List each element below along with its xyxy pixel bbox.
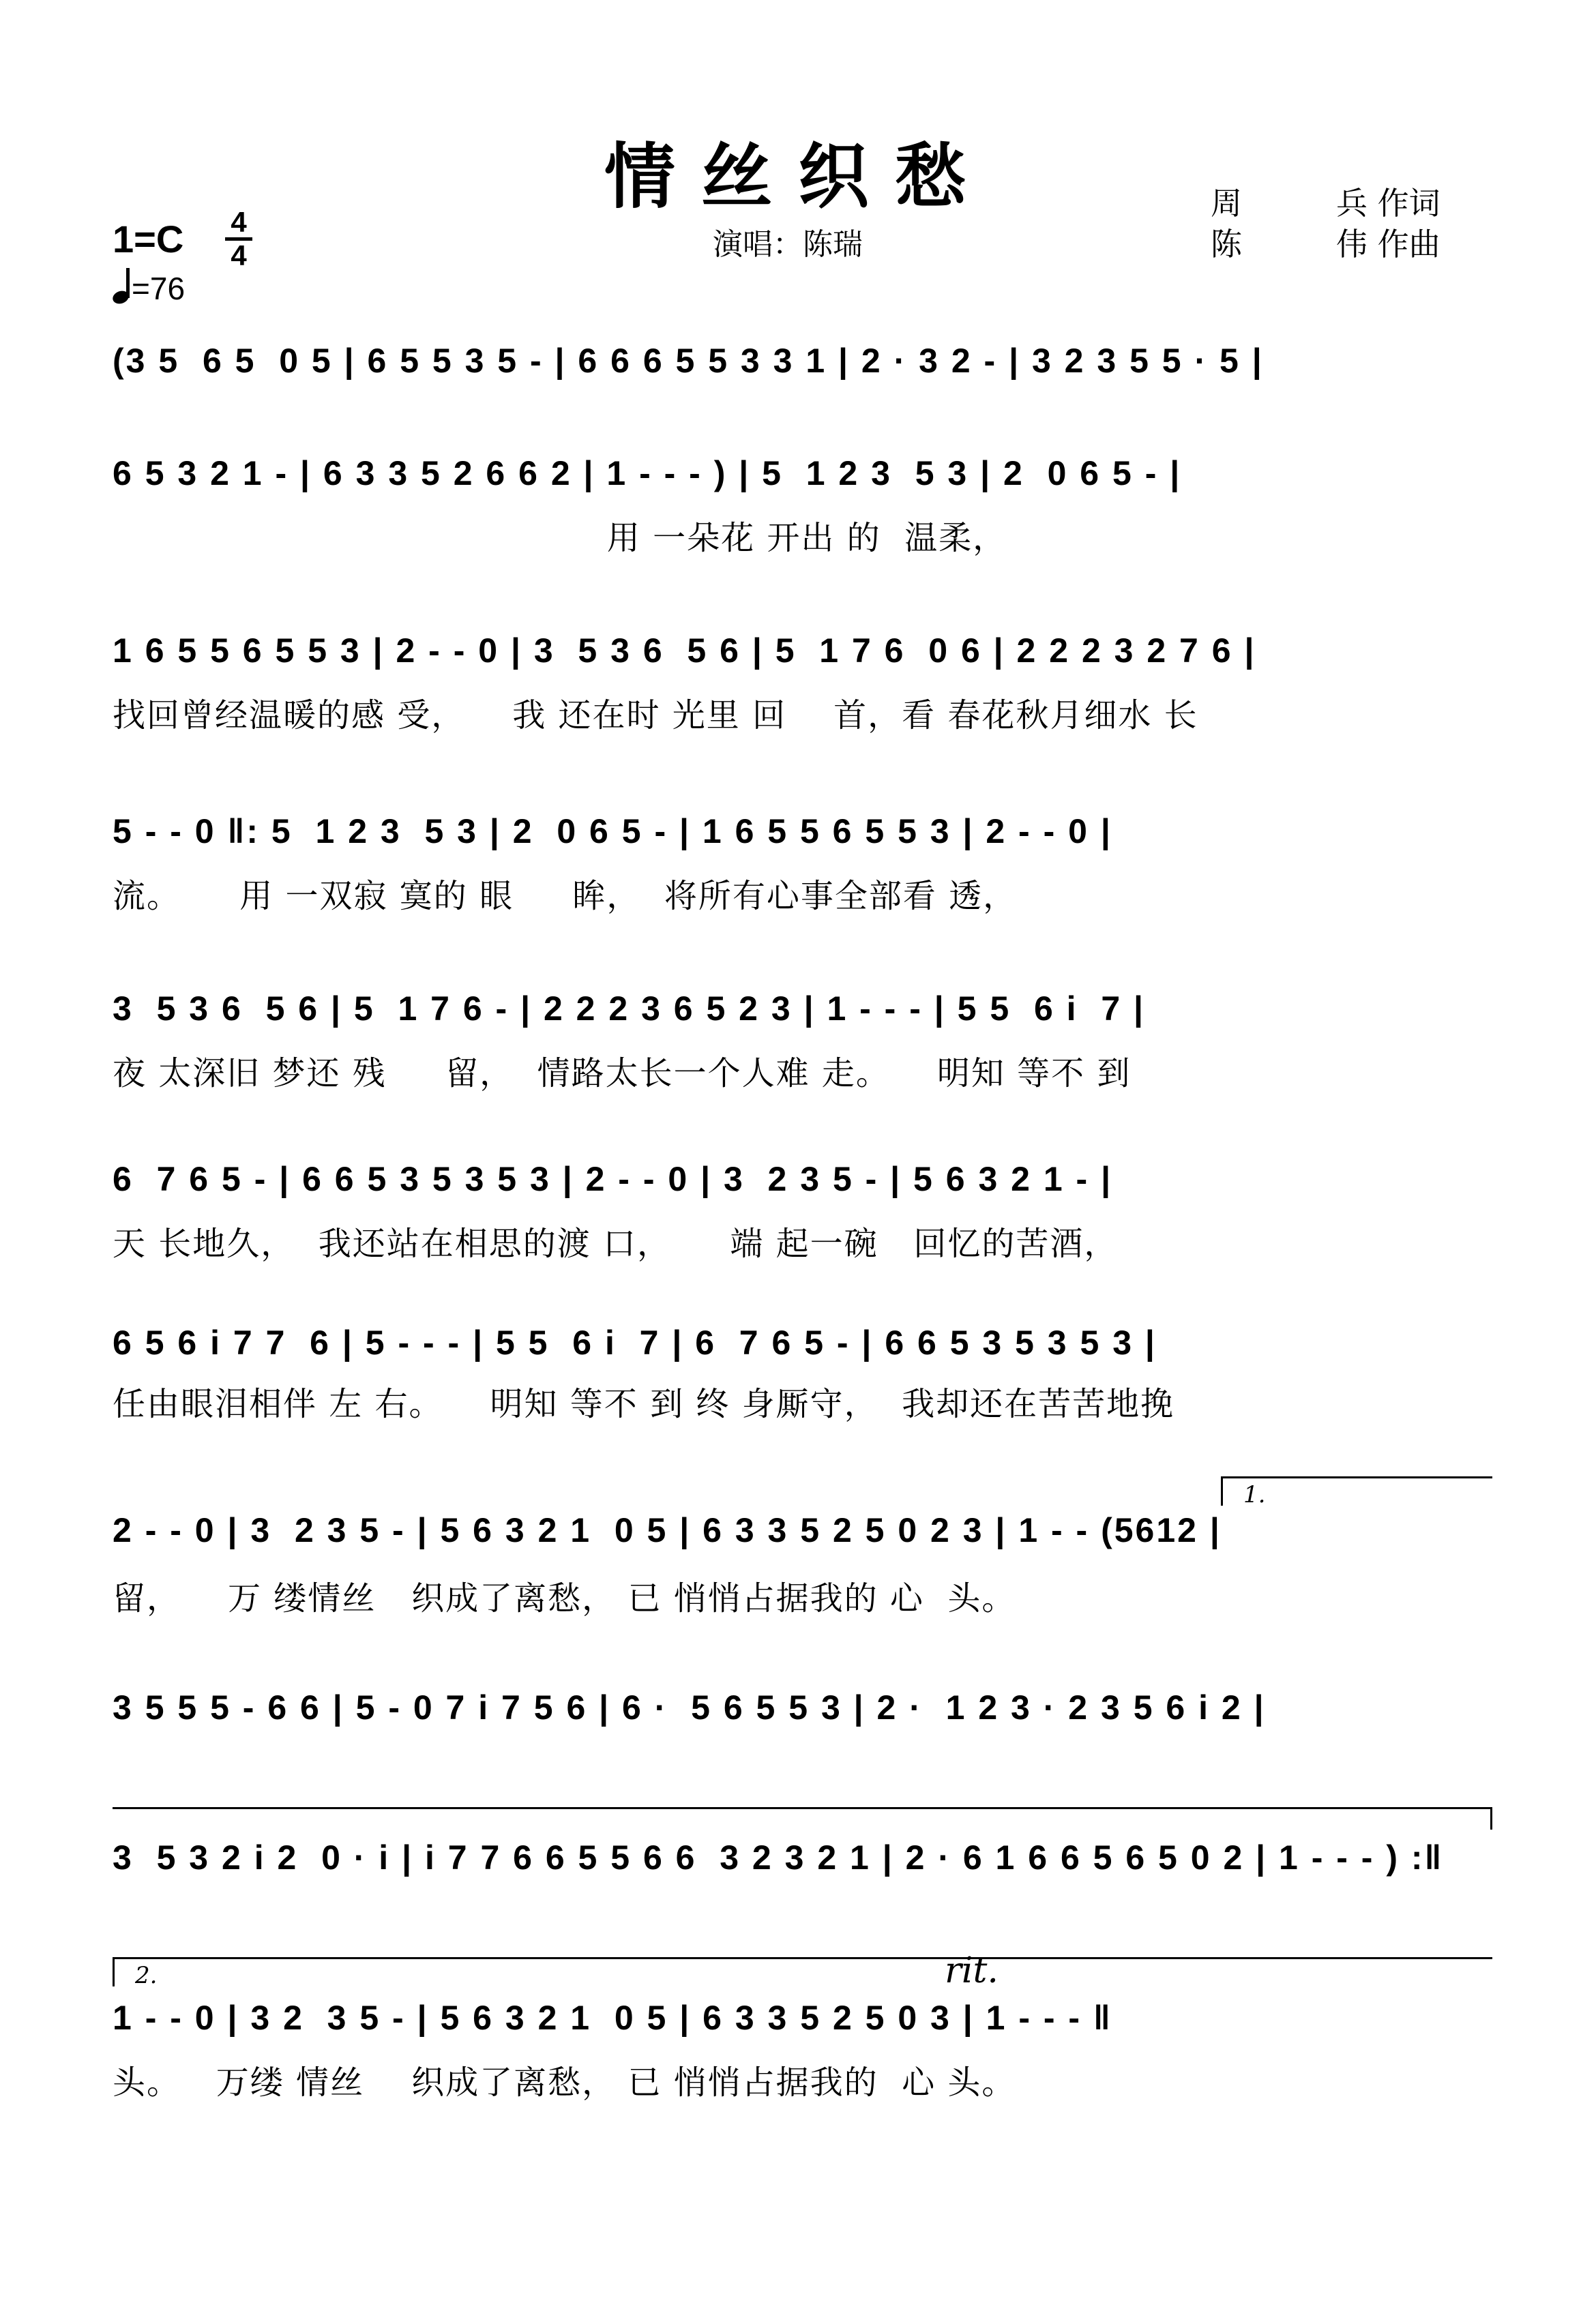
score-line-4: 5 - - 0 ‖: 5 1 2 3 5 3 | 2 0 6 5 - | 1 6 5 5 6 5 5 3 | 2 - - 0 | [113, 812, 1112, 850]
score-line-3: 1 6 5 5 6 5 5 3 | 2 - - 0 | 3 5 3 6 5 6 | 5 1 7 6 0 6 | 2 2 2 3 2 7 6 | [113, 631, 1256, 670]
quarter-note-icon [113, 269, 132, 303]
composer-credit: 陈 伟 作曲 [1211, 226, 1440, 263]
ritardando-marking: rit. [945, 1950, 999, 1991]
lyric-line-3: 找回曾经温暖的感 受， 我 还在时 光里 回 首，看 春花秋月细水 长 [113, 696, 1198, 734]
first-ending-label: 1. [1243, 1481, 1266, 1508]
lyric-line-5: 夜 太深旧 梦还 残 留， 情路太长一个人难 走。 明知 等不 到 [113, 1054, 1132, 1092]
lyric-line-11: 头。 万缕 情丝 织成了离愁， 已 悄悄占据我的 心 头。 [113, 2064, 1016, 2102]
score-line-9: 3 5 5 5 - 6 6 | 5 - 0 7 i 7 5 6 | 6 · 5 6 5 5 3 | 2 · 1 2 3 · 2 3 5 6 i 2 | [113, 1688, 1266, 1727]
time-signature [225, 206, 252, 271]
second-ending-bracket [113, 1957, 1492, 1989]
tempo-marking [113, 269, 185, 307]
score-line-10: 3 5 3 2 i 2 0 · i | i 7 7 6 6 5 5 6 6 3 2 3 2 1 | 2 · 6 1 6 6 5 6 5 0 2 | 1 - - - ) :‖ [113, 1838, 1444, 1877]
first-ending-bracket-continued [113, 1807, 1492, 1830]
lyric-line-4: 流。 用 一双寂 寞的 眼 眸， 将所有心事全部看 透， [113, 877, 1018, 915]
key-signature: 1=C [113, 218, 184, 260]
lyric-line-7: 任由眼泪相伴 左 右。 明知 等不 到 终 身厮守， 我却还在苦苦地挽 [113, 1385, 1175, 1423]
lyric-line-2: 用 一朵花 开出 的 温柔， [113, 519, 1007, 557]
tempo-value: =76 [132, 271, 186, 306]
score-line-11: 1 - - 0 | 3 2 3 5 - | 5 6 3 2 1 0 5 | 6 3 3 5 2 5 0 3 | 1 - - - ‖ [113, 1999, 1112, 2037]
time-signature-top: 4 [231, 206, 247, 238]
singer-credit: 演唱：陈瑞 [713, 227, 863, 262]
lyricist-credit: 周 兵 作词 [1211, 185, 1440, 222]
score-line-7: 6 5 6 i 7 7 6 | 5 - - - | 5 5 6 i 7 | 6 7 6 5 - | 6 6 5 3 5 3 5 3 | [113, 1324, 1157, 1362]
first-ending-bracket [1221, 1476, 1492, 1506]
song-title: 情丝织愁 [604, 134, 992, 218]
score-line-5: 3 5 3 6 5 6 | 5 1 7 6 - | 2 2 2 3 6 5 2 3 | 1 - - - | 5 5 6 i 7 | [113, 989, 1146, 1028]
score-line-1: (3 5 6 5 0 5 | 6 5 5 3 5 - | 6 6 6 5 5 3 3 1 | 2 · 3 2 - | 3 2 3 5 5 · 5 | [113, 342, 1264, 380]
score-line-8: 2 - - 0 | 3 2 3 5 - | 5 6 3 2 1 0 5 | 6 3 3 5 2 5 0 2 3 | 1 - - (5612 | [113, 1511, 1222, 1549]
lyric-line-6: 天 长地久， 我还站在相思的渡 口， 端 起一碗 回忆的苦酒， [113, 1225, 1119, 1263]
second-ending-label: 2. [135, 1962, 158, 1989]
lyric-line-8: 留， 万 缕情丝 织成了离愁， 已 悄悄占据我的 心 头。 [113, 1579, 1016, 1618]
score-line-6: 6 7 6 5 - | 6 6 5 3 5 3 5 3 | 2 - - 0 | 3 2 3 5 - | 5 6 3 2 1 - | [113, 1160, 1113, 1198]
score-line-2: 6 5 3 2 1 - | 6 3 3 5 2 6 6 2 | 1 - - - ) | 5 1 2 3 5 3 | 2 0 6 5 - | [113, 454, 1182, 492]
time-signature-bottom: 4 [231, 239, 247, 271]
